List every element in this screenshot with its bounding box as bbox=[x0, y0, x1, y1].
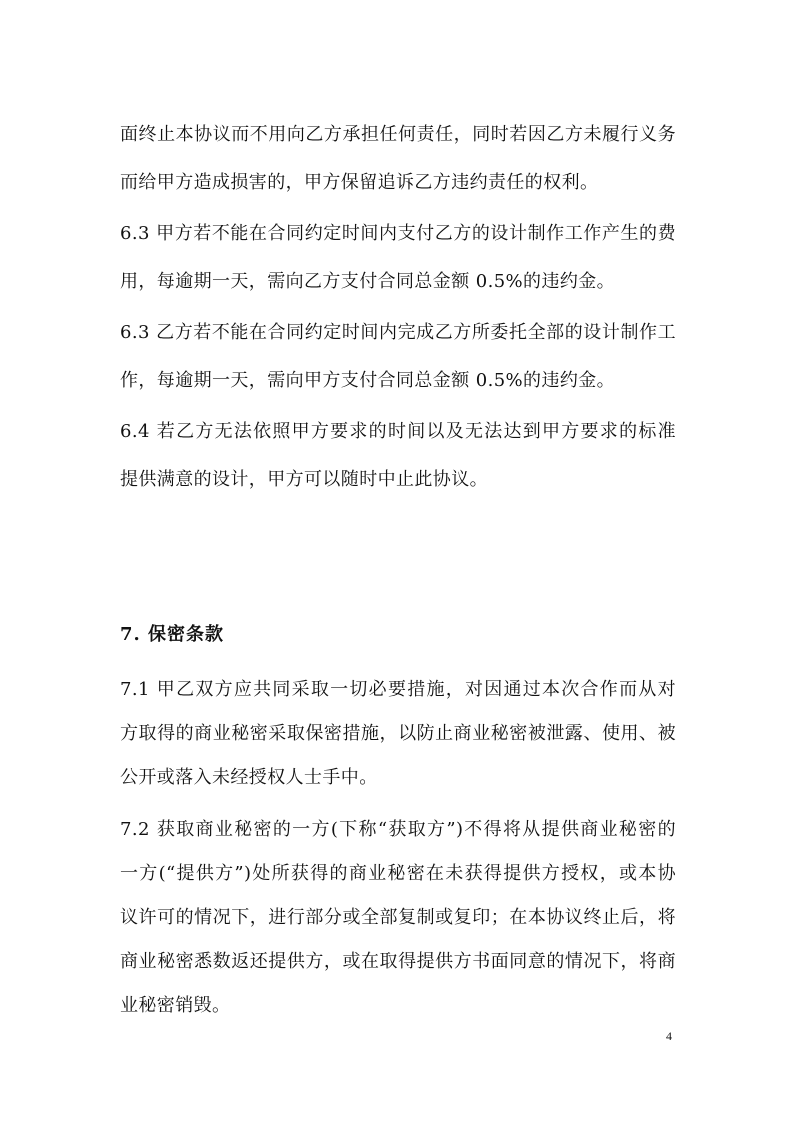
body-text-line: 提供满意的设计，甲方可以随时中止此协议。 bbox=[120, 469, 488, 490]
body-text-line: 方取得的商业秘密采取保密措施，以防止商业秘密被泄露、使用、被 bbox=[120, 723, 676, 744]
clause-6-3-a: 6.3 甲方若不能在合同约定时间内支付乙方的设计制作工作产生的费 bbox=[120, 223, 676, 244]
clause-7-2: 7.2 获取商业秘密的一方(下称“获取方”)不得将从提供商业秘密的 bbox=[120, 819, 676, 840]
body-text-line: 业秘密销毁。 bbox=[120, 995, 231, 1016]
body-text-line: 公开或落入未经授权人士手中。 bbox=[120, 767, 378, 788]
body-text-line: 作，每逾期一天，需向甲方支付合同总金额 0.5%的违约金。 bbox=[120, 370, 616, 391]
page-number: 4 bbox=[666, 1029, 672, 1043]
clause-7-1: 7.1 甲乙双方应共同采取一切必要措施，对因通过本次合作而从对 bbox=[120, 679, 676, 700]
body-text-line: 议许可的情况下，进行部分或全部复制或复印；在本协议终止后，将 bbox=[120, 907, 676, 928]
body-text-line: 而给甲方造成损害的，甲方保留追诉乙方违约责任的权利。 bbox=[120, 172, 599, 193]
body-text-line: 商业秘密悉数返还提供方，或在取得提供方书面同意的情况下，将商 bbox=[120, 951, 676, 972]
body-text-line: 一方(“提供方”)处所获得的商业秘密在未获得提供方授权，或本协 bbox=[120, 863, 676, 884]
clause-6-4: 6.4 若乙方无法依照甲方要求的时间以及无法达到甲方要求的标准 bbox=[120, 421, 676, 442]
body-text-line: 用，每逾期一天，需向乙方支付合同总金额 0.5%的违约金。 bbox=[120, 271, 616, 292]
clause-6-3-b: 6.3 乙方若不能在合同约定时间内完成乙方所委托全部的设计制作工 bbox=[120, 322, 676, 343]
section-heading-confidentiality: 7. 保密条款 bbox=[120, 624, 225, 645]
body-text-line: 面终止本协议而不用向乙方承担任何责任，同时若因乙方未履行义务 bbox=[120, 124, 676, 145]
